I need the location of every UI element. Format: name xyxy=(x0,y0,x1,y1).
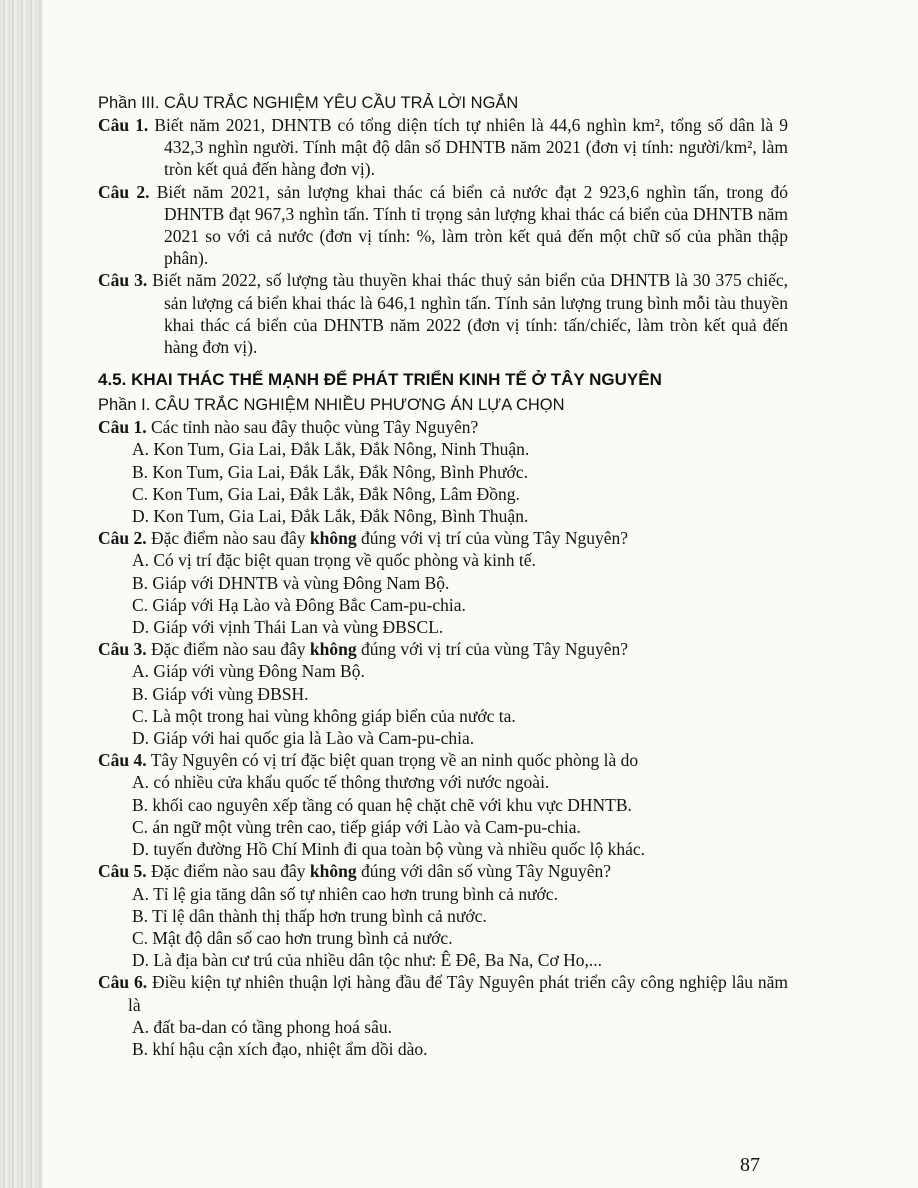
binding-edge xyxy=(40,0,42,1188)
option-d: D. Giáp với hai quốc gia là Lào và Cam-pu-chia. xyxy=(132,728,475,749)
option-a: A. có nhiều cửa khẩu quốc tế thông thương với nước ngoài. xyxy=(132,772,550,793)
question-4 xyxy=(98,749,788,771)
option-b: B. Giáp với DHNTB và vùng Đông Nam Bộ. xyxy=(132,572,450,593)
question-text-post: đúng với vị trí của vùng Tây Nguyên? xyxy=(360,639,628,660)
section-title: 4.5. KHAI THÁC THẾ MẠNH ĐỂ PHÁT TRIỂN KINH TẾ Ở TÂY NGUYÊN xyxy=(98,370,662,390)
question-emphasis: không xyxy=(309,639,357,660)
page-number: 87 xyxy=(740,1154,760,1176)
part3-heading: Phần III. CÂU TRẮC NGHIỆM YÊU CẦU TRẢ LỜI NGẮN xyxy=(98,94,519,112)
question-text-post: đúng với vị trí của vùng Tây Nguyên? xyxy=(360,528,628,549)
option-a: A. đất ba-dan có tầng phong hoá sâu. xyxy=(132,1016,392,1037)
option-c: C. Kon Tum, Gia Lai, Đắk Lắk, Đắk Nông, Lâm Đồng. xyxy=(132,483,520,504)
option-a: A. Giáp với vùng Đông Nam Bộ. xyxy=(132,661,365,682)
question-label: Câu 1. xyxy=(98,417,147,438)
option-d: D. Giáp với vịnh Thái Lan và vùng ĐBSCL. xyxy=(132,617,444,638)
part3-question-1 xyxy=(98,114,788,181)
question-text: Các tỉnh nào sau đây thuộc vùng Tây Nguyên? xyxy=(151,417,479,438)
option-b: B. khí hậu cận xích đạo, nhiệt ẩm dồi dào. xyxy=(132,1038,428,1059)
question-label: Câu 6. xyxy=(98,972,148,993)
option-c: C. Giáp với Hạ Lào và Đông Bắc Cam-pu-chia. xyxy=(132,594,466,615)
part3-question-3 xyxy=(98,269,788,358)
question-text: Biết năm 2021, DHNTB có tổng diện tích tự nhiên là 44,6 nghìn km², tổng số dân là 9 432,3 nghìn người. Tính mật độ dân số DHNTB năm 2021 (đơn vị tính: người/km², làm tròn kết quả đến hàng đơn vị). xyxy=(154,115,789,180)
question-emphasis: không xyxy=(309,528,357,549)
question-label: Câu 4. xyxy=(98,750,147,771)
page-binding-shadow xyxy=(0,0,40,1188)
question-1 xyxy=(98,416,788,438)
question-text: Biết năm 2022, số lượng tàu thuyền khai thác thuỷ sản biển của DHNTB là 30 375 chiếc, sản lượng cá biển khai thác là 646,1 nghìn tấn. Tính sản lượng trung bình mỗi tàu thuyền khai thác cá biển của DHNTB năm 2022 (đơn vị tính: tấn/chiếc, làm tròn kết quả đến hàng đơn vị). xyxy=(152,270,789,358)
question-text-pre: Đặc điểm nào sau đây xyxy=(151,861,306,882)
option-b: B. khối cao nguyên xếp tầng có quan hệ chặt chẽ với khu vực DHNTB. xyxy=(132,794,632,815)
option-d: D. tuyến đường Hồ Chí Minh đi qua toàn bộ vùng và nhiều quốc lộ khác. xyxy=(132,839,646,860)
option-a: A. Kon Tum, Gia Lai, Đắk Lắk, Đắk Nông, Ninh Thuận. xyxy=(132,439,530,460)
question-text: Biết năm 2021, sản lượng khai thác cá biển cả nước đạt 2 923,6 nghìn tấn, trong đó DHNTB đạt 967,3 nghìn tấn. Tính tỉ trọng sản lượng khai thác cá biển của DHNTB năm 2021 so với cả nước (đơn vị tính: %, làm tròn kết quả đến một chữ số của phần thập phân). xyxy=(156,181,789,269)
question-emphasis: không xyxy=(309,861,357,882)
part1-heading: Phần I. CÂU TRẮC NGHIỆM NHIỀU PHƯƠNG ÁN LỰA CHỌN xyxy=(98,396,565,415)
option-a: A. Tỉ lệ gia tăng dân số tự nhiên cao hơn trung bình cả nước. xyxy=(132,883,558,904)
option-a: A. Có vị trí đặc biệt quan trọng về quốc phòng và kinh tế. xyxy=(132,550,536,571)
question-label: Câu 5. xyxy=(98,861,147,882)
question-5 xyxy=(98,860,788,882)
question-label: Câu 1. xyxy=(98,115,149,135)
question-text-pre: Đặc điểm nào sau đây xyxy=(151,528,306,549)
page-content xyxy=(98,92,788,1060)
option-c: C. án ngữ một vùng trên cao, tiếp giáp với Lào và Cam-pu-chia. xyxy=(132,816,581,837)
question-label: Câu 3. xyxy=(98,639,147,660)
question-label: Câu 2. xyxy=(98,181,150,202)
option-c: C. Mật độ dân số cao hơn trung bình cả nước. xyxy=(132,927,453,948)
question-text-pre: Đặc điểm nào sau đây xyxy=(151,639,306,660)
question-text-post: đúng với dân số vùng Tây Nguyên? xyxy=(360,861,611,882)
question-text: Điều kiện tự nhiên thuận lợi hàng đầu để Tây Nguyên phát triển cây công nghiệp lâu năm là xyxy=(128,972,789,1015)
part3-question-2 xyxy=(98,181,788,270)
option-d: D. Kon Tum, Gia Lai, Đắk Lắk, Đắk Nông, Bình Thuận. xyxy=(132,506,529,527)
question-text: Tây Nguyên có vị trí đặc biệt quan trọng về an ninh quốc phòng là do xyxy=(150,750,639,771)
option-d: D. Là địa bàn cư trú của nhiều dân tộc như: Ê Đê, Ba Na, Cơ Ho,... xyxy=(132,950,602,971)
option-b: B. Giáp với vùng ĐBSH. xyxy=(132,683,309,704)
option-b: B. Tỉ lệ dân thành thị thấp hơn trung bình cả nước. xyxy=(132,905,487,926)
question-3 xyxy=(98,638,788,660)
question-label: Câu 3. xyxy=(98,270,148,291)
question-label: Câu 2. xyxy=(98,528,147,549)
option-c: C. Là một trong hai vùng không giáp biển của nước ta. xyxy=(132,705,516,726)
option-b: B. Kon Tum, Gia Lai, Đắk Lắk, Đắk Nông, Bình Phước. xyxy=(132,461,528,482)
question-6 xyxy=(98,971,788,1015)
question-2 xyxy=(98,527,788,549)
